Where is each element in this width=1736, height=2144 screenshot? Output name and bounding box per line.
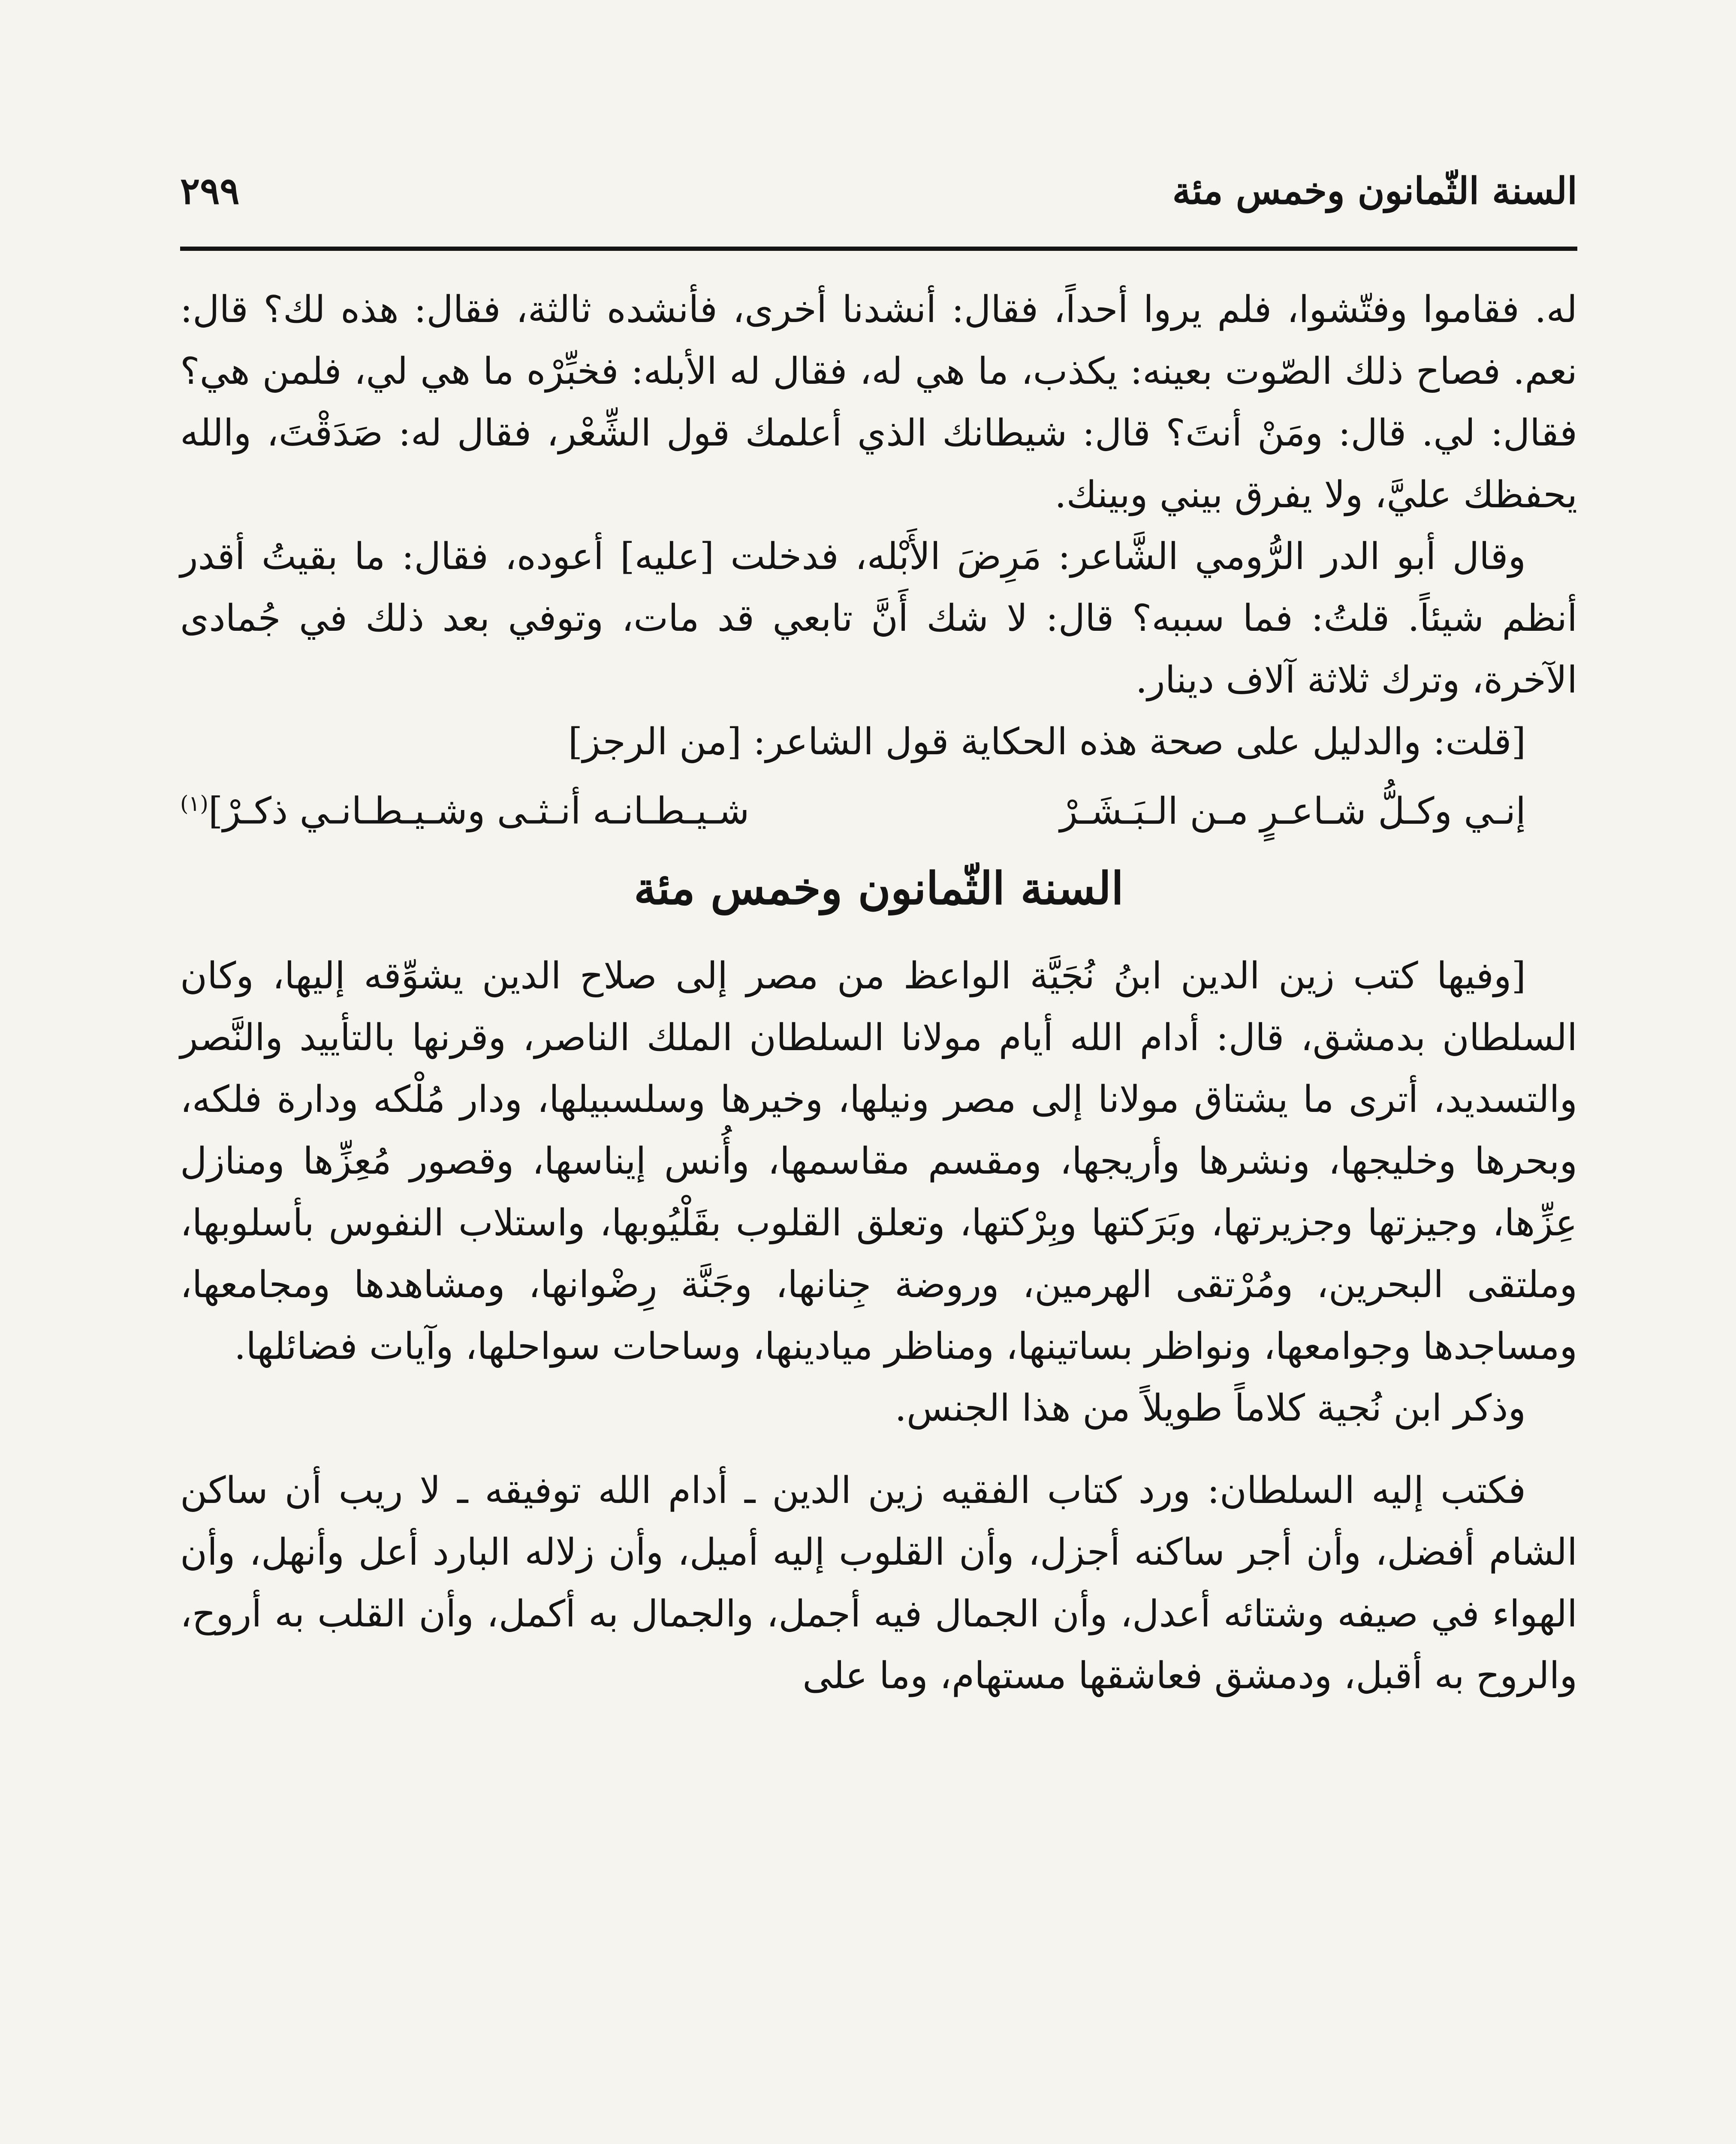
- page-header: [180, 169, 1577, 213]
- verse-second-hemistich: [180, 773, 749, 842]
- paragraph: [وفيها كتب زين الدين ابنُ نُجَيَّة الواعظ من مصر إلى صلاح الدين يشوِّقه إليها، وكان السلطان بدمشق، قال: أدام الله أيام مولانا السلطان الملك الناصر، وقرنها بالتأييد والنَّصر والتسديد، أترى ما يشتاق مولانا إلى مصر ونيلها، وخيرها وسلسبيلها، ودار مُلْكه ودارة فلكه، وبحرها وخليجها، ونشرها وأريجها، ومقسم مقاسمها، وأُنس إيناسها، وقصور مُعِزِّها ومنازل عِزِّها، وجيزتها وجزيرتها، وبَرَكتها وبِرْكتها، وتعلق القلوب بقَلْيُوبها، واستلاب النفوس بأسلوبها، وملتقى البحرين، ومُرْتقى الهرمين، وروضة جِنانها، وجَنَّة رِضْوانها، ومشاهدها ومجامعها، ومساجدها وجوامعها، ونواظر بساتينها، ومناظر ميادينها، وساحات سواحلها، وآيات فضائلها.: [180, 954, 1577, 1368]
- main-text: [180, 279, 1577, 1707]
- page-number: ٢٩٩: [180, 169, 240, 213]
- poem-verse: [180, 773, 1577, 842]
- section-title: السنة الثّمانون وخمس مئة: [633, 861, 1124, 915]
- header-rule: [180, 247, 1577, 251]
- paragraph: فكتب إليه السلطان: ورد كتاب الفقيه زين الدين ـ أدام الله توفيقه ـ لا ريب أن ساكن الشام أفضل، وأن أجر ساكنه أجزل، وأن القلوب إليه أميل، وأن زلاله البارد أعل وأنهل، وأن الهواء في صيفه وشتائه أعدل، وأن الجمال فيه أجمل، والجمال به أكمل، وأن القلب به أروح، والروح به أقبل، ودمشق فعاشقها مستهام، وما على: [180, 1469, 1577, 1697]
- paragraph: وذكر ابن نُجية كلاماً طويلاً من هذا الجنس.: [895, 1386, 1526, 1430]
- verse-second-text: شـيـطـانـه أنـثـى وشـيـطـانـي ذكـرْ]: [208, 789, 750, 833]
- paragraph: وقال أبو الدر الرُّومي الشَّاعر: مَرِضَ الأَبْله، فدخلت [عليه] أعوده، فقال: ما بقيتُ أقدر أنظم شيئاً. قلتُ: فما سببه؟ قال: لا شك أَنَّ تابعي قد مات، وتوفي بعد ذلك في جُمادى الآخرة، وترك ثلاثة آلاف دينار.: [180, 535, 1577, 702]
- verse-first-hemistich: إنـي وكـلُّ شـاعـرٍ مـن الـبَـشَـرْ: [1060, 789, 1526, 833]
- paragraph-gap: [180, 1439, 1577, 1460]
- footnote-marker: (١): [180, 791, 208, 816]
- paragraph: له. فقاموا وفتّشوا، فلم يروا أحداً، فقال: أنشدنا أخرى، فأنشده ثالثة، فقال: هذه لك؟ قال: نعم. فصاح ذلك الصّوت بعينه: يكذب، ما هي له، فقال له الأبله: فخبِّرْه ما هي لي، فلمن هي؟ فقال: لي. قال: ومَنْ أنتَ؟ قال: شيطانك الذي أعلمك قول الشِّعْر، فقال له: صَدَقْتَ، والله يحفظك عليَّ، ولا يفرق بيني وبينك.: [180, 288, 1577, 516]
- running-title: السنة الثّمانون وخمس مئة: [1172, 169, 1577, 213]
- paragraph: [قلت: والدليل على صحة هذه الحكاية قول الشاعر: [من الرجز]: [568, 720, 1526, 763]
